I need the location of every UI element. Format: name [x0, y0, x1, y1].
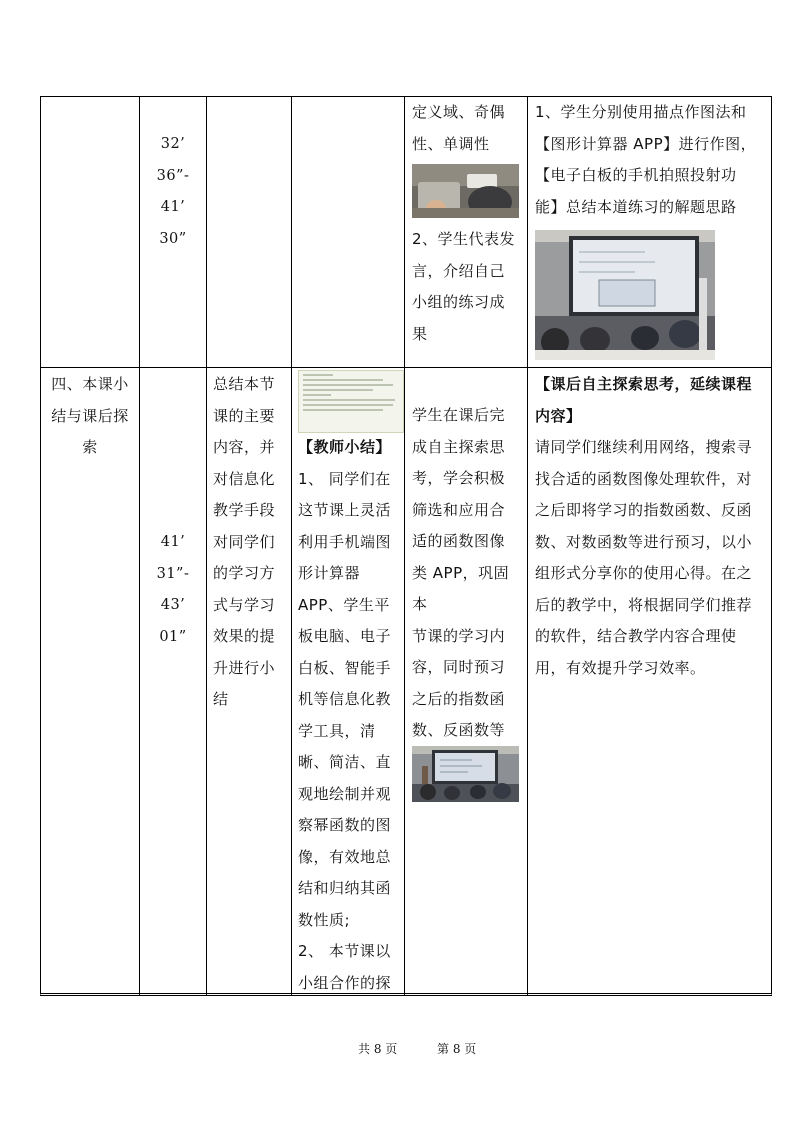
page-number: 第 8 页 [437, 1042, 477, 1056]
row-divider [40, 367, 772, 368]
page-total: 共 8 页 [358, 1042, 398, 1056]
row2-student-activity: 学生在课后完 成自主探索思 考，学会积极 筛选和应用合 适的函数图像 类 APP，巩固本 节课的学习内 容，同时预习 之后的指数函 数、反函数等 [412, 406, 510, 739]
row2-teaching-goal: 总结本节 课的主要 内容，并 对信息化 教学手段 对同学们 的学习方 式与学习 效果的提 升进行小 结 [213, 375, 276, 708]
whiteboard-photo [535, 230, 715, 360]
row1-student-presentation: 2、学生代表发 言，介绍自己 小组的练习成 果 [412, 230, 516, 343]
section-title: 四、本课小 结与课后探 索 [51, 375, 129, 456]
teacher-summary-heading: 【教师小结】 [298, 438, 392, 456]
row1-design-intent: 1、学生分别使用描点作图法和 【图形计算器 APP】进行作图， 【电子白板的手机拍照投射功 能】总结本道练习的解题思路 [535, 103, 757, 216]
lesson-summary-slide [298, 370, 404, 433]
teacher-summary: 【教师小结】 1、 同学们在 这节课上灵活 利用手机端图 形计算器 APP、学生平 板电脑、电子 白板、智能手 机等信息化教 学工具，清 晰、简洁、直 观地绘制并观 察幂函数的图 像，有效地总 结和归纳其函 数性质; 2、 本节课以 小组合作的探 [298, 432, 404, 999]
classroom-photo [412, 746, 519, 802]
row1-student-activity: 定义域、奇偶 性、单调性 [412, 103, 506, 153]
column-divider [404, 96, 405, 995]
column-divider [291, 96, 292, 995]
column-divider [206, 96, 207, 995]
design-heading: 【课后自主探索思考，延续课程 内容】 [535, 375, 753, 425]
row1-time: 32’ 36”- 41’ 30” [156, 136, 190, 247]
row2-design-intent: 请同学们继续利用网络，搜索寻 找合适的函数图像处理软件，对 之后即将学习的指数函数、反函 数、对数函数等进行预习，以小 组形式分享你的使用心得。在之 后的教学中，将根据同学们推荐 的软件，结合教学内容合理使 用，有效提升学习效率。 [535, 438, 753, 677]
classroom-photo [412, 164, 519, 218]
row2-time: 41’ 31”- 43’ 01” [156, 534, 190, 645]
column-divider [527, 96, 528, 995]
